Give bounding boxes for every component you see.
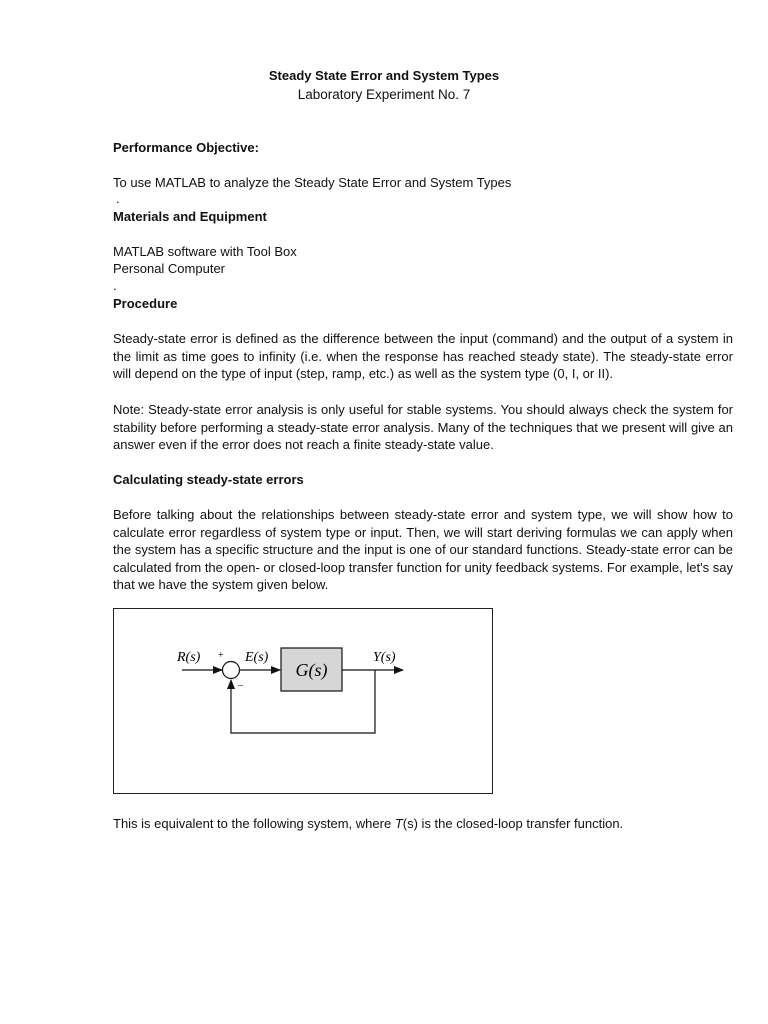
input-label: R(s) — [177, 650, 201, 665]
procedure-paragraph-2: Note: Steady-state error analysis is only useful for stable systems. You should always check the system for stability before performing a steady-state error analysis. Many of the techniques that we present will give an answer even if the error does not reach a finite steady-state value. — [113, 402, 733, 452]
procedure-paragraph-1: Steady-state error is defined as the difference between the input (command) and the output of a system in the limit as time goes to infinity (i.e. when the response has reached steady state). The steady-state error will depend on the type of input (step, ramp, etc.) as well as the system type (0, I, or II). — [113, 331, 733, 381]
objective-heading: Performance Objective: — [113, 140, 259, 155]
summing-junction — [223, 662, 240, 679]
plant-label: G(s) — [295, 660, 328, 680]
calc-heading: Calculating steady-state errors — [113, 472, 304, 487]
plus-sign: + — [218, 650, 224, 661]
transfer-function-arg: (s) — [402, 816, 418, 831]
equivalent-system-sentence — [113, 815, 733, 833]
stray-dot-2: . — [113, 278, 117, 293]
equivalent-text-before: This is equivalent to the following system, where — [113, 816, 395, 831]
minus-sign: – — [238, 680, 243, 691]
document-title: Steady State Error and System Types — [268, 68, 500, 83]
materials-heading: Materials and Equipment — [113, 209, 267, 224]
output-label: Y(s) — [373, 650, 396, 665]
objective-text: To use MATLAB to analyze the Steady State Error and System Types — [113, 175, 512, 190]
materials-item: MATLAB software with Tool Box — [113, 244, 297, 259]
block-diagram-svg — [114, 609, 492, 793]
error-label: E(s) — [245, 650, 269, 665]
calc-paragraph: Before talking about the relationships between steady-state error and system type, we will show how to calculate error regardless of system type or input. Then, we will start deriving formulas we can apply when the system has a specific structure and the input is one of our standard functions. Steady-state error can be calculated from the open- or closed-loop transfer function for unity feedback systems. For example, let's say that we have the system given below. — [113, 507, 733, 592]
transfer-function-symbol: T — [394, 816, 403, 831]
equivalent-text-after: is the closed-loop transfer function. — [417, 816, 624, 831]
procedure-heading: Procedure — [113, 296, 178, 311]
document-subtitle: Laboratory Experiment No. 7 — [297, 87, 471, 102]
stray-dot-1: . — [116, 191, 120, 206]
block-diagram — [113, 608, 493, 794]
materials-item: Personal Computer — [113, 261, 225, 276]
